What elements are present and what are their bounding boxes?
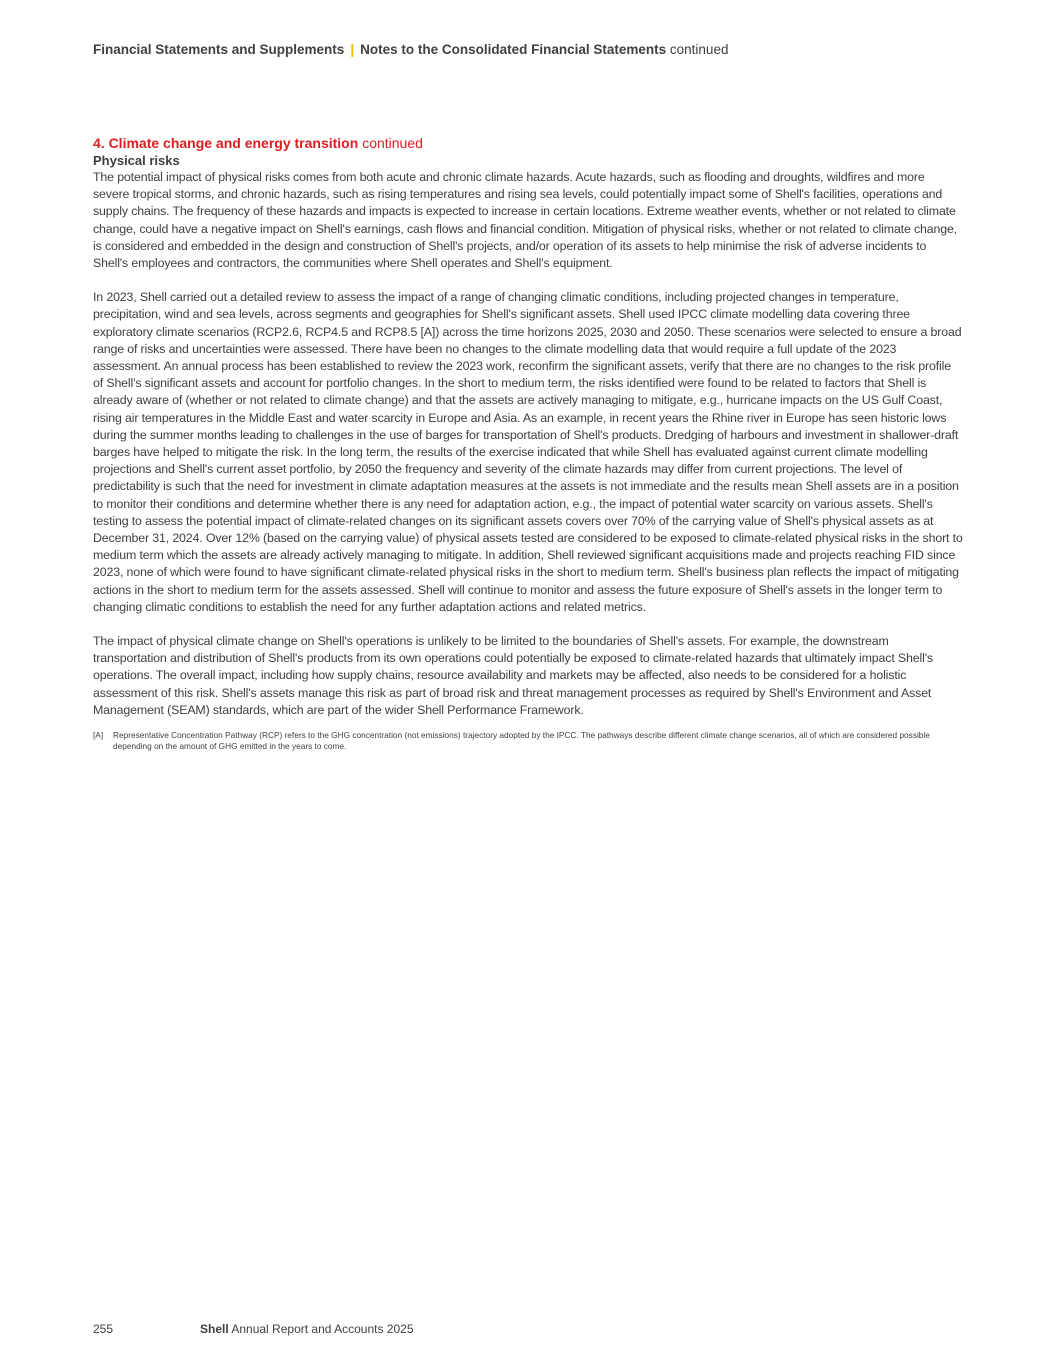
- note-title: [93, 135, 963, 152]
- running-header: [93, 42, 728, 57]
- footer-brand: Shell: [200, 1322, 229, 1336]
- header-separator: |: [350, 42, 355, 57]
- note-section: [93, 135, 963, 752]
- subheading-physical-risks: Physical risks: [93, 153, 180, 168]
- note-title-text: 4. Climate change and energy transition: [93, 135, 359, 151]
- note-title-continued: continued: [362, 135, 423, 151]
- header-title: Notes to the Consolidated Financial Statements: [360, 42, 667, 57]
- footnote-text: Representative Concentration Pathway (RCP) refers to the GHG concentration (not emissions) trajectory adopted by the IPCC. The pathways describe different climate change scenarios, all of which are considered possible depending on the amount of GHG emitted in the years to come.: [113, 730, 930, 752]
- paragraph: In 2023, Shell carried out a detailed review to assess the impact of a range of changing climatic conditions, including projected changes in temperature, precipitation, wind and sea levels, across segments and geographies for Shell's significant assets. Shell used IPCC climate modelling data covering three exploratory climate scenarios (RCP2.6, RCP4.5 and RCP8.5 [A]) across the time horizons 2025, 2030 and 2050. These scenarios were selected to ensure a broad range of risks and uncertainties were assessed. There have been no changes to the climate modelling data that would require a full update of the 2023 assessment. An annual process has been established to review the 2023 work, reconfirm the significant assets, verify that there are no changes to the risk profile of Shell's significant assets and account for portfolio changes. In the short to medium term, the risks identified were found to be related to factors that Shell is already aware of (whether or not related to climate change) and that the assets are actively managing to mitigate, e.g., hurricane impacts on the US Gulf Coast, rising air temperatures in the Middle East and water scarcity in Europe and Asia. As an example, in recent years the Rhine river in Europe has seen historic lows during the summer months leading to challenges in the use of barges for transportation of Shell's products. Dredging of harbours and investment in shallower-draft barges have helped to mitigate the risk. In the long term, the results of the exercise indicated that while Shell has evaluated against current climate modelling projections and Shell's current asset portfolio, by 2050 the frequency and severity of the climate hazards may differ from current projections. The level of predictability is such that the need for investment in climate adaptation measures at the assets is not immediate and the results mean Shell assets are in a position to monitor their conditions and determine whether there is any need for adaptation action, e.g., the impact of potential water scarcity on various assets. Shell's testing to assess the potential impact of climate-related changes on its significant assets covers over 70% of the carrying value of Shell's physical assets as at December 31, 2024. Over 12% (based on the carrying value) of physical assets tested are considered to be exposed to climate-related physical risks in the short to medium term which the assets are already actively managing to mitigate. In addition, Shell reviewed significant acquisitions made and projects reaching FID since 2023, none of which were found to have significant climate-related physical risks in the short to medium term. Shell's business plan reflects the impact of mitigating actions in the short to medium term for the assets assessed. Shell will continue to monitor and assess the future exposure of Shell's assets in the longer term to changing climatic conditions to establish the need for any further adaptation actions and related metrics.: [93, 290, 963, 614]
- footnote: [93, 730, 943, 752]
- footer-report-title: Annual Report and Accounts 2025: [231, 1322, 414, 1336]
- footnote-mark: [A]: [93, 730, 104, 741]
- page-footer: [93, 1322, 414, 1336]
- header-section: Financial Statements and Supplements: [93, 42, 345, 57]
- paragraph: The impact of physical climate change on Shell's operations is unlikely to be limited to the boundaries of Shell's assets. For example, the downstream transportation and distribution of Shell's products from its own operations could potentially be exposed to climate-related hazards that ultimately impact Shell's operations. The overall impact, including how supply chains, resource availability and markets may be affected, also needs to be considered for a holistic assessment of this risk. Shell's assets manage this risk as part of broad risk and threat management processes as required by Shell's Environment and Asset Management (SEAM) standards, which are part of the wider Shell Performance Framework.: [93, 634, 933, 717]
- paragraph: The potential impact of physical risks comes from both acute and chronic climate hazards. Acute hazards, such as flooding and droughts, wildfires and more severe tropical storms, and chronic hazards, such as rising temperatures and rising sea levels, could potentially impact some of Shell's facilities, operations and supply chains. The frequency of these hazards and impacts is expected to increase in certain locations. Extreme weather events, whether or not related to climate change, could have a negative impact on Shell's earnings, cash flows and financial condition. Mitigation of physical risks, whether or not related to climate change, is considered and embedded in the design and construction of Shell's projects, and/or operation of its assets to help minimise the risk of adverse incidents to Shell's employees and contractors, the communities where Shell operates and Shell's equipment.: [93, 170, 958, 271]
- page-number: 255: [93, 1322, 114, 1336]
- header-continued: continued: [669, 42, 729, 57]
